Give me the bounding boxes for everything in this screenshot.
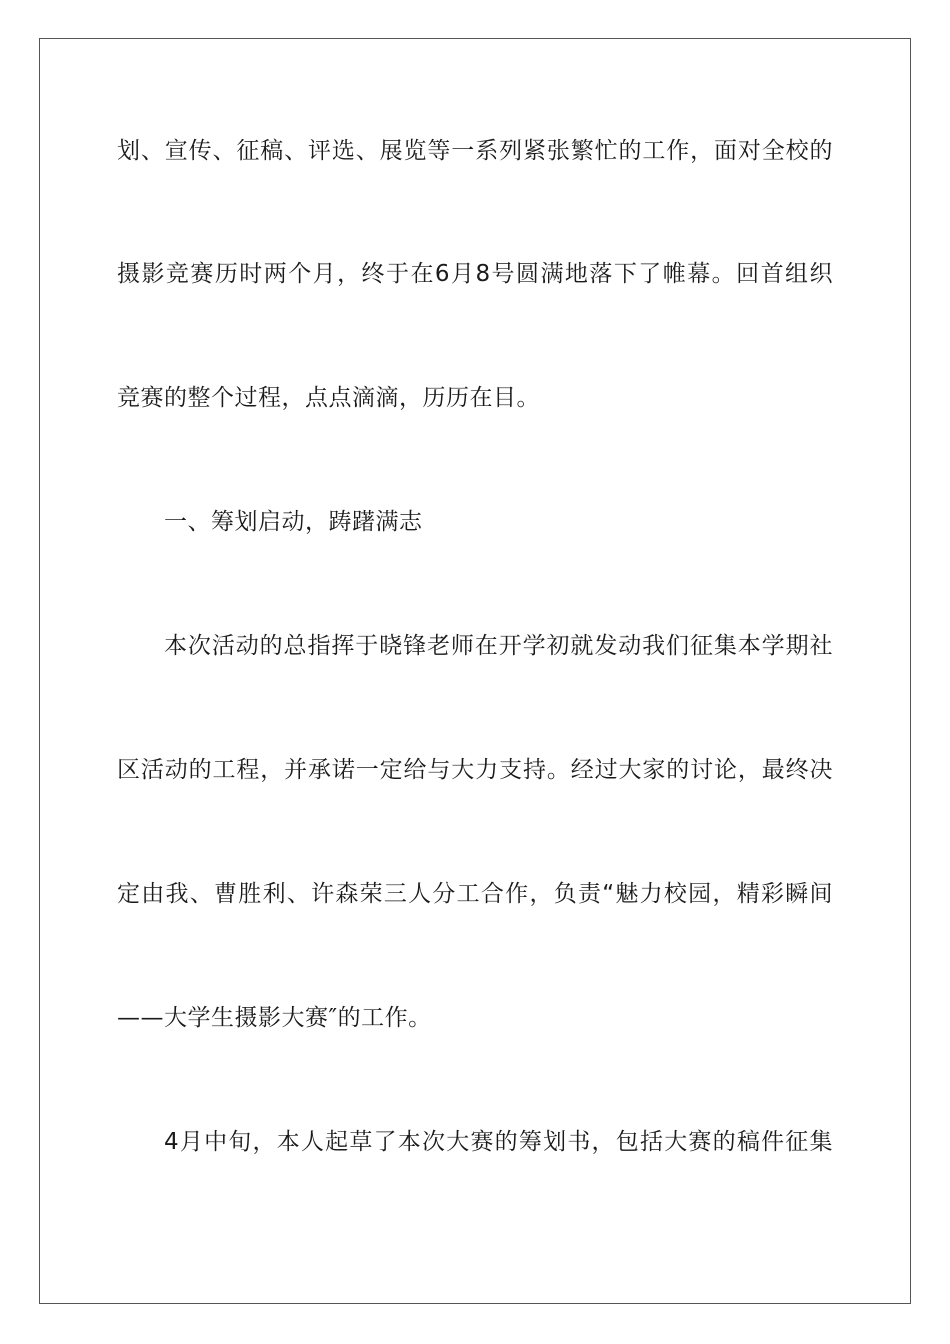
paragraph-line-7: 定由我、曹胜利、许森荣三人分工合作，负责“魅力校园，精彩瞬间 [117,881,833,907]
section-heading: 一、筹划启动，踌躇满志 [164,509,423,535]
paragraph-line-9: 4月中旬，本人起草了本次大赛的筹划书，包括大赛的稿件征集 [164,1129,833,1155]
page-border [39,38,911,1304]
paragraph-line-8: ——大学生摄影大赛″的工作。 [117,1005,432,1031]
paragraph-line-2: 摄影竞赛历时两个月，终于在6月8号圆满地落下了帷幕。回首组织 [117,261,833,287]
paragraph-line-1: 划、宣传、征稿、评选、展览等一系列紧张繁忙的工作，面对全校的 [117,138,833,164]
paragraph-line-6: 区活动的工程，并承诺一定给与大力支持。经过大家的讨论，最终决 [117,757,833,783]
paragraph-line-3: 竞赛的整个过程，点点滴滴，历历在目。 [117,385,540,411]
paragraph-line-5: 本次活动的总指挥于晓锋老师在开学初就发动我们征集本学期社 [164,633,833,659]
